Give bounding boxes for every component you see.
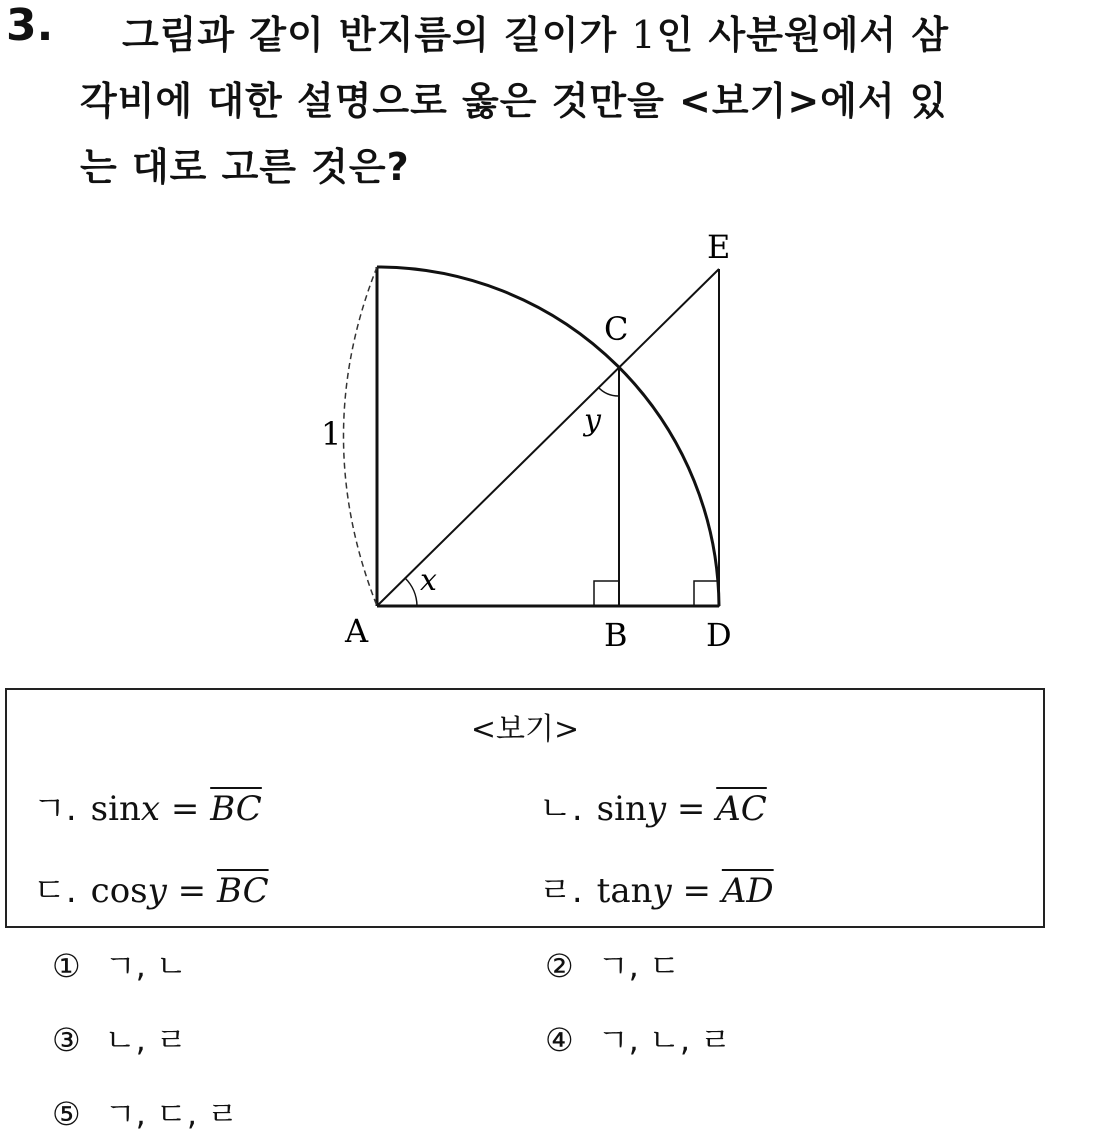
right-angle-D <box>694 581 719 606</box>
label-C: C <box>604 310 629 348</box>
label-E: E <box>707 228 731 266</box>
segment-AE <box>377 269 719 606</box>
label-angle-y: y <box>584 403 601 438</box>
choice-3-text: ㄴ, ㄹ <box>104 1021 187 1059</box>
figure-svg <box>290 222 770 662</box>
statement-3 <box>33 871 269 911</box>
bogi-box <box>5 688 1045 928</box>
choice-2[interactable] <box>545 947 680 985</box>
statement-2-func: sin <box>596 789 647 829</box>
statement-4-func: tan <box>596 871 653 911</box>
choice-5[interactable] <box>52 1095 239 1133</box>
label-angle-x: x <box>420 563 437 598</box>
statement-2-mark: ㄴ. <box>539 789 583 829</box>
statement-1 <box>33 789 262 829</box>
statement-3-mark: ㄷ. <box>33 871 77 911</box>
statement-4-var: y <box>652 871 672 911</box>
statement-1-var: x <box>140 789 161 829</box>
choice-2-number: ② <box>545 947 574 985</box>
choice-3[interactable] <box>52 1021 187 1059</box>
statement-2 <box>539 789 767 829</box>
statement-3-var: y <box>147 871 167 911</box>
statement-4-segment: $\overline{AD}$ <box>721 871 774 911</box>
statement-3-eq: = <box>166 871 217 911</box>
choice-1-number: ① <box>52 947 81 985</box>
question-line-1-number: 1 <box>631 13 657 57</box>
choice-4[interactable] <box>545 1021 732 1059</box>
statement-4-eq: = <box>671 871 722 911</box>
angle-x-arc <box>405 578 417 606</box>
quarter-circle-figure <box>290 222 770 662</box>
statement-4-mark: ㄹ. <box>539 871 583 911</box>
label-radius: 1 <box>321 415 342 453</box>
question-line-2: 각비에 대한 설명으로 옳은 것만을 <보기>에서 있 <box>80 79 948 123</box>
choice-2-text: ㄱ, ㄷ <box>597 947 680 985</box>
choice-5-text: ㄱ, ㄷ, ㄹ <box>104 1095 239 1133</box>
radius-brace <box>344 267 378 606</box>
statement-3-func: cos <box>90 871 148 911</box>
question-line-1 <box>122 13 950 57</box>
statement-2-segment: $\overline{AC}$ <box>716 789 767 829</box>
question-number: 3. <box>6 0 54 51</box>
choice-1-text: ㄱ, ㄴ <box>104 947 187 985</box>
question-line-1-b: 인 사분원에서 삼 <box>656 13 950 57</box>
choice-3-number: ③ <box>52 1021 81 1059</box>
label-B: B <box>604 616 628 654</box>
choice-4-text: ㄱ, ㄴ, ㄹ <box>597 1021 732 1059</box>
statement-2-eq: = <box>666 789 717 829</box>
choice-1[interactable] <box>52 947 187 985</box>
angle-y-arc <box>598 387 619 396</box>
statement-2-var: y <box>646 789 667 829</box>
statement-3-segment: $\overline{BC}$ <box>216 871 269 911</box>
statement-4 <box>539 871 774 911</box>
right-angle-B <box>594 581 619 606</box>
choice-4-number: ④ <box>545 1021 574 1059</box>
statement-1-segment: $\overline{BC}$ <box>210 789 262 829</box>
statement-1-eq: = <box>160 789 211 829</box>
label-D: D <box>706 616 732 654</box>
question-line-3: 는 대로 고른 것은? <box>80 145 410 189</box>
bogi-title: <보기> <box>470 712 580 747</box>
statement-1-mark: ㄱ. <box>33 789 77 829</box>
statement-1-func: sin <box>90 789 141 829</box>
choice-5-number: ⑤ <box>52 1095 81 1133</box>
label-A: A <box>345 612 369 650</box>
question-line-1-a: 그림과 같이 반지름의 길이가 <box>122 13 632 57</box>
